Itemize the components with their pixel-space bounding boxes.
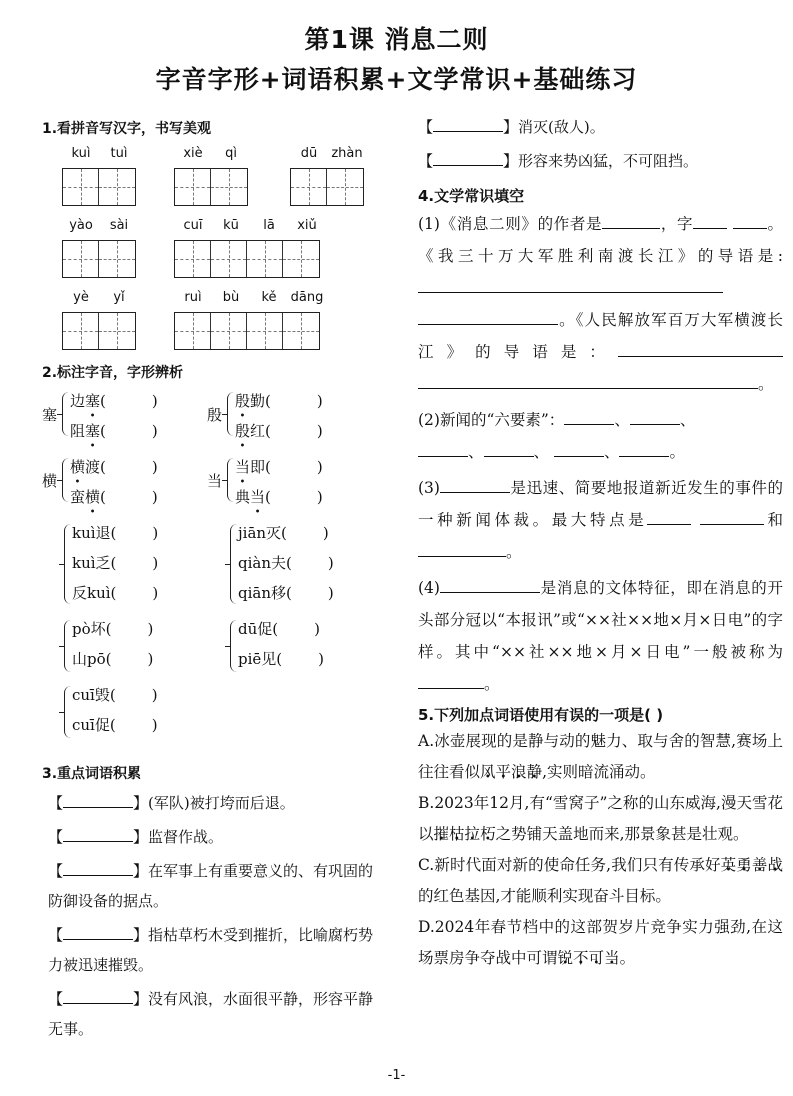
pinyin-label: bù — [222, 290, 240, 305]
bracket-close: 】 — [503, 118, 519, 136]
option-c[interactable] — [418, 850, 783, 912]
sep: 、 — [614, 411, 630, 429]
blank[interactable] — [618, 342, 783, 357]
item-text: dū促( — [238, 620, 279, 638]
writing-cell[interactable] — [63, 169, 99, 205]
writing-cell[interactable] — [175, 241, 211, 277]
pinyin-item — [238, 522, 329, 543]
pinyin-item — [238, 552, 334, 573]
blank[interactable] — [418, 442, 468, 457]
page-title: 第1课 消息二则 — [304, 25, 489, 54]
writing-cell[interactable] — [211, 313, 247, 349]
writing-cell[interactable] — [63, 313, 99, 349]
dotted-char: 横 — [85, 488, 101, 506]
blank[interactable] — [700, 510, 764, 525]
bracket-open: 【 — [48, 862, 64, 880]
dotted-char: 勇 — [736, 856, 752, 874]
option-b-post: 之势铺天盖地而来,那景象甚是壮观。 — [495, 825, 749, 843]
item-close: ) — [318, 650, 324, 668]
pinyin-item — [238, 618, 320, 639]
dotted-char: 当 — [604, 949, 620, 967]
blank[interactable] — [733, 214, 767, 229]
pinyin-label: xiǔ — [297, 218, 317, 233]
writing-cell[interactable] — [99, 241, 135, 277]
item-text: 山pō( — [72, 650, 112, 668]
blank[interactable] — [418, 278, 723, 293]
writing-cell[interactable] — [283, 241, 319, 277]
item-post: 红( — [250, 422, 271, 440]
blank[interactable] — [630, 410, 680, 425]
vocab-blank[interactable] — [63, 925, 133, 940]
item-close: ) — [327, 584, 334, 602]
bracket-close: 】 — [503, 152, 519, 170]
item-pre: 阻 — [70, 422, 86, 440]
item-post: 即( — [250, 458, 271, 476]
bracket-open: 【 — [48, 794, 64, 812]
option-d[interactable] — [418, 912, 783, 974]
vocab-blank[interactable] — [433, 117, 503, 132]
writing-cell[interactable] — [99, 169, 135, 205]
item-text: 反kuì( — [72, 584, 117, 602]
item-close: ) — [314, 620, 320, 638]
dotted-item — [70, 456, 158, 477]
sep: 、 — [603, 443, 620, 461]
dotted-char: 枯 — [449, 825, 465, 843]
item-close: ) — [152, 584, 159, 602]
dotted-char: 当 — [250, 488, 266, 506]
brace-icon — [62, 392, 69, 436]
writing-cell[interactable] — [99, 313, 135, 349]
vocab-entry — [48, 920, 388, 980]
dotted-char: 战 — [767, 856, 783, 874]
item-close: ) — [151, 422, 158, 440]
item-post: ( — [265, 488, 271, 506]
vocab-blank[interactable] — [433, 151, 503, 166]
bracket-close: 】 — [133, 862, 149, 880]
item-pre: 典 — [235, 488, 251, 506]
group-head-char: 殷 — [207, 406, 223, 424]
sep: 、 — [679, 411, 696, 429]
writing-cell[interactable] — [63, 241, 99, 277]
pinyin-item — [72, 648, 153, 669]
dotted-char: 拉 — [464, 825, 481, 843]
group-head-char: 横 — [42, 472, 58, 490]
vocab-definition: 在军事上有重要意义的、有巩固的防御设备的据点。 — [48, 862, 374, 910]
dotted-char: 善 — [751, 856, 768, 874]
item-post: 勤( — [250, 392, 271, 410]
tianzige-boxes — [174, 312, 320, 350]
vocab-definition: (军队)被打垮而后退。 — [148, 794, 295, 812]
lit-q3-and: 和 — [763, 511, 783, 529]
option-a-post: ,实则暗流涌动。 — [542, 763, 656, 781]
dotted-item — [70, 420, 158, 441]
pinyin-label: yè — [73, 290, 89, 305]
blank[interactable] — [602, 214, 660, 229]
dotted-char: 英 — [720, 856, 737, 874]
dotted-item — [235, 456, 323, 477]
tianzige-boxes — [174, 240, 320, 278]
vocab-blank[interactable] — [63, 989, 133, 1004]
item-close: ) — [316, 488, 323, 506]
section3-left-items — [48, 788, 388, 1048]
item-close: ) — [151, 392, 158, 410]
vocab-blank[interactable] — [63, 827, 133, 842]
item-text: pò坏( — [72, 620, 112, 638]
brace-icon — [230, 524, 237, 604]
pinyin-item — [238, 582, 334, 603]
dotted-char: 殷 — [235, 422, 251, 440]
lit-q3-num: (3) — [418, 479, 440, 497]
vocab-entry — [48, 984, 388, 1044]
pinyin-label: kuì — [71, 146, 91, 161]
item-text: piē见( — [238, 650, 283, 668]
tianzige-boxes — [62, 312, 136, 350]
lit-q1-text-d: 。《人民解放军百万大军横渡长江》的导语是： — [418, 311, 783, 361]
option-d-post: 。 — [619, 949, 636, 967]
lit-q1 — [418, 208, 783, 400]
item-post: ( — [100, 488, 106, 506]
item-pre: 边 — [70, 392, 86, 410]
pinyin-item — [72, 552, 158, 573]
vocab-entry — [48, 788, 388, 818]
pinyin-label: cuī — [183, 218, 203, 233]
item-text: qiān移( — [238, 584, 292, 602]
group-head-char: 塞 — [42, 406, 58, 424]
bracket-open: 【 — [418, 152, 434, 170]
writing-cell[interactable] — [175, 169, 211, 205]
vocab-definition: 消灭(敌人)。 — [518, 118, 605, 136]
pinyin-item — [72, 714, 158, 735]
item-close: ) — [152, 554, 159, 572]
sep: 、 — [533, 443, 550, 461]
dotted-char: 朽 — [480, 825, 496, 843]
vocab-blank[interactable] — [63, 861, 133, 876]
lit-q2 — [418, 404, 783, 468]
dotted-char: 锐 — [557, 949, 574, 967]
option-d-pre: D.2024年春节档中的这部贺岁片竞争实力强劲,在这场票房争夺战中可谓 — [418, 918, 783, 967]
pinyin-label: dāng — [290, 290, 324, 305]
dotted-char: 可 — [588, 949, 605, 967]
option-d-dotted — [558, 949, 620, 967]
vocab-entry — [48, 822, 388, 852]
item-text: cuī促( — [72, 716, 116, 734]
lit-q4-num: (4) — [418, 579, 440, 597]
dotted-char: 浪 — [511, 763, 527, 781]
tianzige-boxes — [62, 168, 136, 206]
option-c-post: 的红色基因,才能顺利实现奋斗目标。 — [418, 887, 671, 905]
option-b-pre: B.2023年12月,有“雪窝子”之称的山东威海,漫天雪花以 — [418, 794, 783, 843]
item-pre: 蛮 — [70, 488, 86, 506]
vocab-entry — [48, 856, 388, 916]
lit-q1-text-e: 。 — [758, 375, 774, 393]
writing-cell[interactable] — [291, 169, 327, 205]
pinyin-label: lā — [263, 218, 275, 233]
pinyin-label: qì — [225, 146, 237, 161]
blank[interactable] — [418, 374, 758, 389]
item-text: cuī毁( — [72, 686, 116, 704]
writing-cell[interactable] — [327, 169, 363, 205]
vocab-entry — [418, 146, 783, 176]
dotted-char: 静 — [526, 763, 543, 781]
dotted-char: 塞 — [85, 392, 101, 410]
option-c-pre: C.新时代面对新的使命任务,我们只有传承好 — [418, 856, 721, 874]
pinyin-row — [62, 146, 407, 208]
lit-q3-text: 是迅速、简要地报道新近发生的事件的一种新闻体裁。最大特点是 — [418, 479, 783, 529]
item-close: ) — [151, 458, 158, 476]
dotted-char: 当 — [235, 458, 251, 476]
item-close: ) — [316, 422, 323, 440]
vocab-definition: 形容来势凶猛，不可阻挡。 — [518, 152, 699, 170]
brace-icon — [62, 458, 69, 502]
option-a[interactable] — [418, 726, 783, 788]
brace-icon — [64, 686, 71, 738]
item-text: kuì乏( — [72, 554, 117, 572]
writing-cell[interactable] — [211, 241, 247, 277]
dotted-item — [235, 390, 323, 411]
bracket-open: 【 — [48, 926, 64, 944]
bracket-close: 】 — [133, 990, 149, 1008]
dotted-char: 横 — [70, 458, 86, 476]
dotted-item — [70, 390, 158, 411]
lit-q4-text: 是消息的文体特征，即在消息的开头部分冠以“本报讯”或“××社××地×月×日电”的字样。其中“××社××地×月×日电”一般被称为 — [418, 579, 783, 661]
section1-heading: 1.看拼音写汉字，书写美观 — [42, 121, 212, 137]
tianzige-boxes — [62, 240, 136, 278]
option-c-dotted — [721, 856, 783, 874]
section3-right-items — [418, 112, 783, 180]
item-close: ) — [151, 686, 158, 704]
item-text: kuì退( — [72, 524, 117, 542]
vocab-definition: 监督作战。 — [148, 828, 224, 846]
pinyin-item — [72, 522, 158, 543]
bracket-close: 】 — [133, 828, 149, 846]
pinyin-row — [62, 290, 407, 352]
dotted-char: 殷 — [235, 392, 251, 410]
dotted-item — [235, 420, 323, 441]
item-close: ) — [147, 620, 154, 638]
pinyin-label: dū — [300, 146, 318, 161]
item-post: ( — [100, 422, 106, 440]
dotted-char: 不 — [573, 949, 589, 967]
item-close: ) — [316, 392, 323, 410]
pinyin-item — [72, 618, 153, 639]
section5-heading: 5.下列加点词语使用有误的一项是( ) — [418, 706, 664, 724]
option-b[interactable] — [418, 788, 783, 850]
sep-end: 。 — [669, 443, 685, 461]
lit-q4 — [418, 572, 783, 700]
bracket-open: 【 — [48, 990, 64, 1008]
writing-cell[interactable] — [175, 313, 211, 349]
section4-heading: 4.文学常识填空 — [418, 187, 525, 205]
writing-cell[interactable] — [283, 313, 319, 349]
blank[interactable] — [647, 510, 691, 525]
brace-icon — [64, 620, 71, 672]
section3-heading: 3.重点词语积累 — [42, 766, 142, 782]
blank[interactable] — [418, 674, 484, 689]
section4-body — [418, 208, 783, 700]
dotted-char: 风 — [480, 763, 496, 781]
pinyin-item — [72, 582, 158, 603]
dotted-item — [235, 486, 323, 507]
item-close: ) — [322, 524, 329, 542]
bracket-close: 】 — [133, 926, 149, 944]
pinyin-label: yǐ — [113, 290, 125, 305]
pinyin-label: tuì — [110, 146, 128, 161]
vocab-definition: 没有风浪，水面很平静，形容平静无事。 — [48, 990, 374, 1038]
brace-icon — [230, 620, 237, 672]
pinyin-label: ruì — [184, 290, 202, 305]
lit-q1-text-c: 。《我三十万大军胜利南渡长江》的导语是: — [418, 215, 783, 265]
item-post: ( — [100, 392, 106, 410]
sep: 、 — [468, 443, 484, 461]
writing-cell[interactable] — [211, 169, 247, 205]
pinyin-label: zhàn — [331, 146, 363, 161]
lit-q3-end: 。 — [506, 543, 522, 561]
section2-heading: 2.标注字音，字形辨析 — [42, 365, 184, 381]
dotted-char: 摧 — [433, 825, 450, 843]
bracket-open: 【 — [48, 828, 64, 846]
lit-q1-text-a: (1)《消息二则》的作者是 — [418, 215, 603, 233]
lit-q2-text: (2)新闻的“六要素”： — [418, 411, 565, 429]
pinyin-label: kě — [261, 290, 277, 305]
vocab-blank[interactable] — [63, 793, 133, 808]
blank[interactable] — [418, 310, 558, 325]
brace-icon — [64, 524, 71, 604]
group-head-char: 当 — [207, 472, 223, 490]
tianzige-boxes — [174, 168, 248, 206]
item-close: ) — [316, 458, 323, 476]
blank[interactable] — [619, 442, 669, 457]
pinyin-label: xiè — [183, 146, 203, 161]
blank[interactable] — [564, 410, 614, 425]
item-close: ) — [151, 488, 158, 506]
option-a-dotted — [480, 763, 542, 781]
pinyin-item — [72, 684, 158, 705]
brace-icon — [227, 458, 234, 502]
blank[interactable] — [440, 478, 510, 493]
item-close: ) — [327, 554, 334, 572]
item-close: ) — [152, 524, 159, 542]
dotted-item — [70, 486, 158, 507]
blank[interactable] — [418, 542, 506, 557]
item-text: qiàn夫( — [238, 554, 292, 572]
blank[interactable] — [484, 442, 534, 457]
pinyin-label: sài — [109, 218, 129, 233]
vocab-entry — [418, 112, 783, 142]
pinyin-label: yào — [69, 218, 93, 233]
bracket-open: 【 — [418, 118, 434, 136]
lit-q4-end: 。 — [484, 675, 500, 693]
item-post: 渡( — [85, 458, 106, 476]
dotted-char: 平 — [495, 763, 512, 781]
dotted-char: 塞 — [85, 422, 101, 440]
page-subtitle: 字音字形+词语积累+文学常识+基础练习 — [155, 65, 638, 94]
blank[interactable] — [693, 214, 727, 229]
blank[interactable] — [554, 442, 604, 457]
tianzige-boxes — [290, 168, 364, 206]
pinyin-label: kū — [223, 218, 239, 233]
bracket-close: 】 — [133, 794, 149, 812]
blank[interactable] — [440, 578, 540, 593]
option-a-pre: A.冰壶展现的是静与动的魅力、取与舍的智慧,赛场上往往看似 — [418, 732, 783, 781]
item-close: ) — [147, 650, 154, 668]
section5-body — [418, 726, 783, 974]
pinyin-item — [238, 648, 324, 669]
item-close: ) — [151, 716, 158, 734]
lit-q1-text-b: ，字 — [660, 215, 694, 233]
item-text: jiān灭( — [238, 524, 287, 542]
page-number: -1- — [387, 1068, 406, 1083]
writing-cell[interactable] — [247, 313, 283, 349]
vocab-definition: 指枯草朽木受到摧折，比喻腐朽势力被迅速摧毁。 — [48, 926, 374, 974]
pinyin-row — [62, 218, 407, 280]
lit-q3 — [418, 472, 783, 568]
brace-icon — [227, 392, 234, 436]
option-b-dotted — [434, 825, 496, 843]
writing-cell[interactable] — [247, 241, 283, 277]
